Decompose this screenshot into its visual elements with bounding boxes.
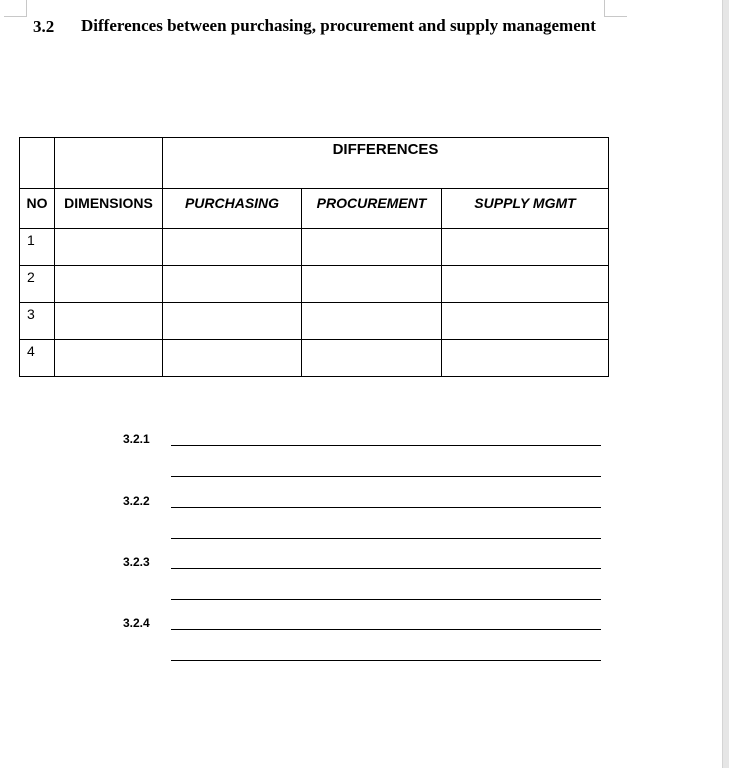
- page-corner-mark-right: [604, 0, 627, 17]
- answer-line[interactable]: [171, 599, 601, 600]
- differences-table: [19, 137, 609, 377]
- column-header-no: NO: [20, 189, 55, 229]
- question-label: 3.2.3: [123, 555, 150, 569]
- section-title: Differences between purchasing, procurement and supply management: [81, 16, 596, 35]
- window-scrollbar[interactable]: [722, 0, 729, 768]
- column-header-procurement: PROCUREMENT: [302, 189, 442, 229]
- table-row: [20, 340, 609, 377]
- row-number: 4: [20, 340, 55, 377]
- question-label: 3.2.1: [123, 432, 150, 446]
- cell-dimensions[interactable]: [55, 303, 163, 340]
- answer-line[interactable]: [171, 660, 601, 661]
- cell-dimensions[interactable]: [55, 229, 163, 266]
- page-corner-mark-left: [4, 0, 27, 17]
- cell-supply-mgmt[interactable]: [442, 340, 609, 377]
- cell-procurement[interactable]: [302, 266, 442, 303]
- table-row: [20, 303, 609, 340]
- table-row: [20, 266, 609, 303]
- answer-line[interactable]: [171, 445, 601, 446]
- cell-dimensions[interactable]: [55, 266, 163, 303]
- cell-dimensions[interactable]: [55, 340, 163, 377]
- table-cell-empty[interactable]: [55, 138, 163, 189]
- column-header-purchasing: PURCHASING: [163, 189, 302, 229]
- table-title-row: [20, 138, 609, 189]
- cell-purchasing[interactable]: [163, 229, 302, 266]
- table-group-header: DIFFERENCES: [163, 138, 609, 189]
- cell-purchasing[interactable]: [163, 340, 302, 377]
- column-header-supply-mgmt: SUPPLY MGMT: [442, 189, 609, 229]
- column-header-dimensions: DIMENSIONS: [55, 189, 163, 229]
- answer-line[interactable]: [171, 476, 601, 477]
- table-row: [20, 229, 609, 266]
- row-number: 1: [20, 229, 55, 266]
- cell-supply-mgmt[interactable]: [442, 303, 609, 340]
- table-header-row: [20, 189, 609, 229]
- answer-line[interactable]: [171, 538, 601, 539]
- answer-line[interactable]: [171, 568, 601, 569]
- table-cell-empty[interactable]: [20, 138, 55, 189]
- question-label: 3.2.2: [123, 494, 150, 508]
- question-label: 3.2.4: [123, 616, 150, 630]
- cell-procurement[interactable]: [302, 303, 442, 340]
- cell-purchasing[interactable]: [163, 266, 302, 303]
- section-number: 3.2: [33, 17, 55, 36]
- cell-procurement[interactable]: [302, 340, 442, 377]
- row-number: 2: [20, 266, 55, 303]
- cell-supply-mgmt[interactable]: [442, 266, 609, 303]
- cell-procurement[interactable]: [302, 229, 442, 266]
- row-number: 3: [20, 303, 55, 340]
- answer-line[interactable]: [171, 507, 601, 508]
- cell-purchasing[interactable]: [163, 303, 302, 340]
- cell-supply-mgmt[interactable]: [442, 229, 609, 266]
- answer-line[interactable]: [171, 629, 601, 630]
